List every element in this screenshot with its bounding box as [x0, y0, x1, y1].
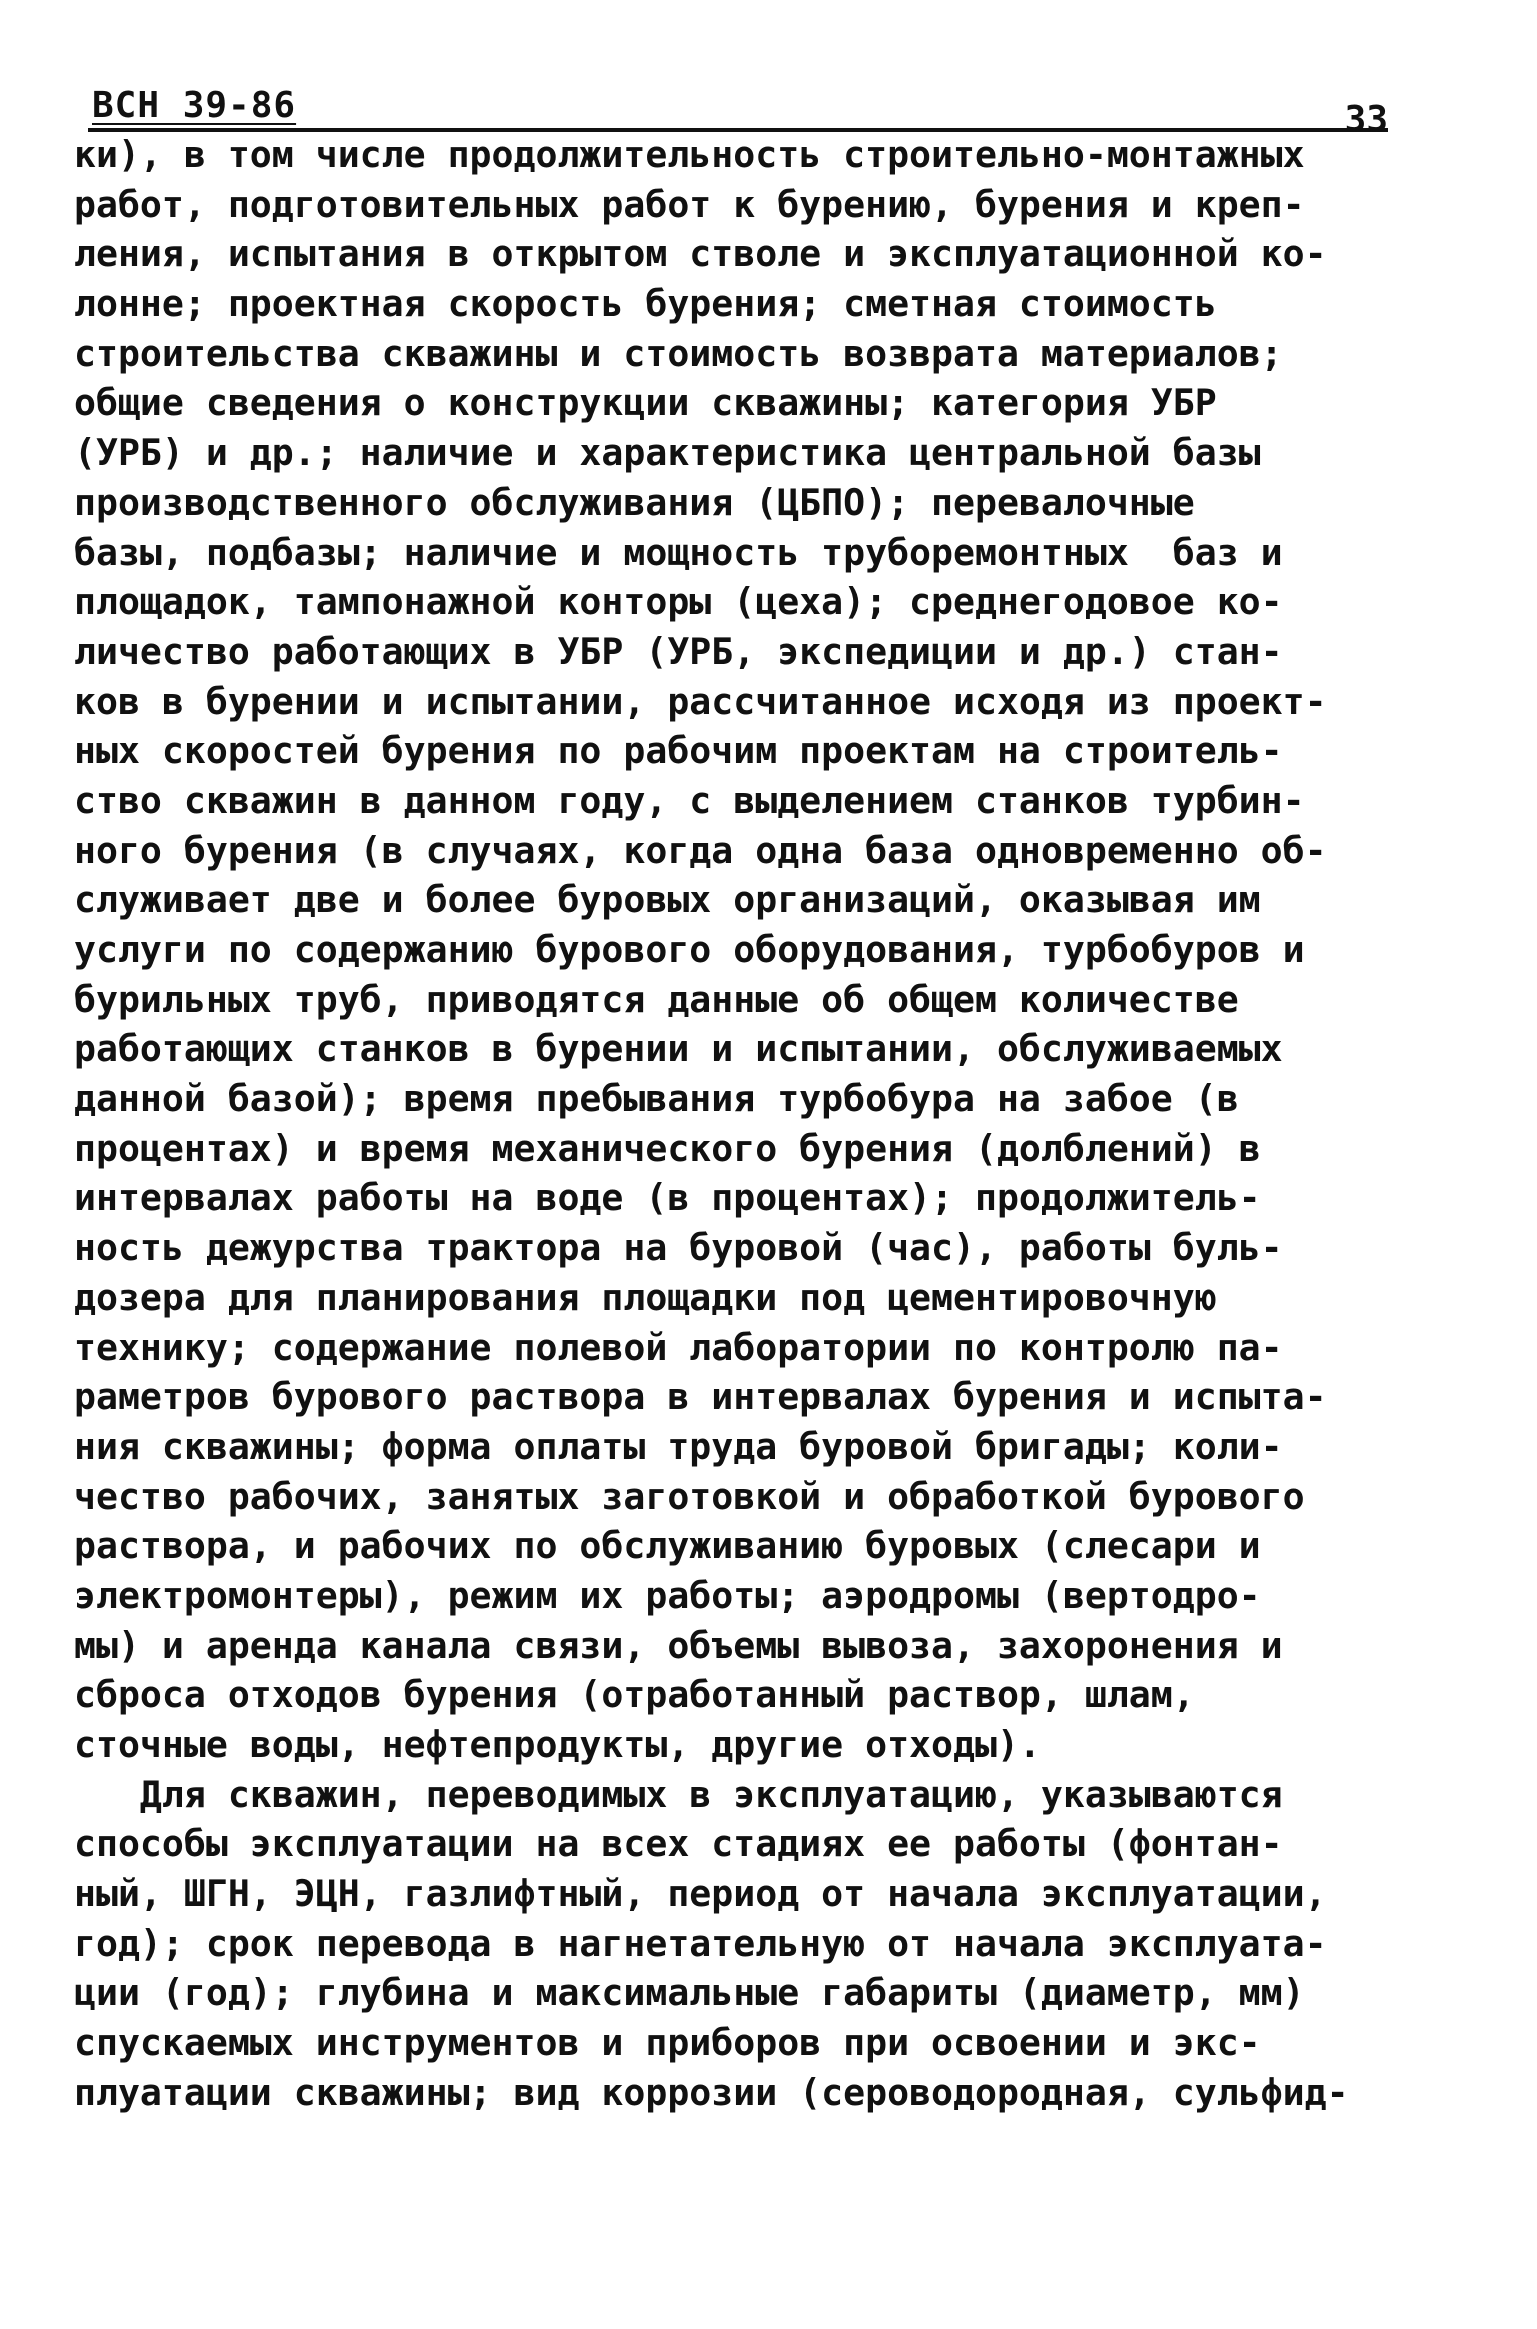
text-line: технику; содержание полевой лаборатории по контролю па- [74, 1325, 1283, 1369]
text-line: ного бурения (в случаях, когда одна база одновременно об- [74, 828, 1327, 872]
text-line: личество работающих в УБР (УРБ, экспедиции и др.) стан- [74, 629, 1283, 673]
running-header [88, 76, 1388, 140]
text-line: площадок, тампонажной конторы (цеха); среднегодовое ко- [74, 580, 1283, 624]
text-line: ции (год); глубина и максимальные габариты (диаметр, мм) [74, 1971, 1305, 2015]
text-line: сточные воды, нефтепродукты, другие отходы). [74, 1723, 1041, 1766]
text-line: процентах) и время механического бурения (долблений) в [74, 1126, 1261, 1170]
text-line: ки), в том числе продолжительность строительно-монтажных [74, 133, 1305, 176]
text-line: сброса отходов бурения (отработанный раствор, шлам, [74, 1673, 1195, 1717]
text-line: ния скважины; форма оплаты труда буровой бригады; коли- [74, 1424, 1283, 1468]
text-line: ство скважин в данном году, с выделением станков турбин- [74, 778, 1305, 822]
text-line: чество рабочих, занятых заготовкой и обработкой бурового [74, 1474, 1305, 1518]
text-line: общие сведения о конструкции скважины; категория УБР [74, 381, 1217, 425]
text-line: работ, подготовительных работ к бурению, бурения и креп- [74, 182, 1305, 226]
text-line: строительства скважины и стоимость возврата материалов; [74, 331, 1283, 375]
text-line: лонне; проектная скорость бурения; сметная стоимость [74, 282, 1217, 326]
text-line: мы) и аренда канала связи, объемы вывоза, захоронения и [74, 1623, 1283, 1667]
text-line: интервалах работы на воде (в процентах); продолжитель- [74, 1176, 1261, 1220]
text-line: раметров бурового раствора в интервалах бурения и испыта- [74, 1375, 1327, 1419]
body-text [74, 130, 1404, 2118]
text-line: данной базой); время пребывания турбобура на забое (в [74, 1077, 1239, 1121]
text-line: год); срок перевода в нагнетательную от начала эксплуата- [74, 1921, 1327, 1965]
text-line: спускаемых инструментов и приборов при освоении и экс- [74, 2021, 1261, 2065]
text-line: работающих станков в бурении и испытании, обслуживаемых [74, 1027, 1283, 1071]
text-line: бурильных труб, приводятся данные об общем количестве [74, 977, 1239, 1021]
text-line: ный, ШГН, ЭЦН, газлифтный, период от начала эксплуатации, [74, 1872, 1327, 1916]
text-line: услуги по содержанию бурового оборудования, турбобуров и [74, 928, 1305, 971]
text-line: базы, подбазы; наличие и мощность труборемонтных баз и [74, 530, 1283, 574]
document-code: ВСН 39-86 [92, 85, 297, 126]
text-line: ность дежурства трактора на буровой (час), работы буль- [74, 1226, 1283, 1270]
text-line: (УРБ) и др.; наличие и характеристика центральной базы [74, 431, 1261, 475]
text-line: производственного обслуживания (ЦБПО); перевалочные [74, 480, 1195, 524]
text-line: ления, испытания в открытом стволе и эксплуатационной ко- [74, 232, 1327, 276]
page-number: 33 [1344, 99, 1388, 140]
text-line: способы эксплуатации на всех стадиях ее работы (фонтан- [74, 1822, 1283, 1866]
text-line: дозера для планирования площадки под цементировочную [74, 1275, 1217, 1319]
text-line: электромонтеры), режим их работы; аэродромы (вертодро- [74, 1573, 1261, 1617]
text-line: ков в бурении и испытании, рассчитанное исходя из проект- [74, 679, 1327, 723]
text-line: плуатации скважины; вид коррозии (сероводородная, сульфид- [74, 2070, 1349, 2114]
text-line: ных скоростей бурения по рабочим проектам на строитель- [74, 729, 1283, 773]
text-line: раствора, и рабочих по обслуживанию буровых (слесари и [74, 1524, 1261, 1568]
text-line: Для скважин, переводимых в эксплуатацию, указываются [74, 1772, 1283, 1816]
text-line: служивает две и более буровых организаций, оказывая им [74, 878, 1261, 922]
